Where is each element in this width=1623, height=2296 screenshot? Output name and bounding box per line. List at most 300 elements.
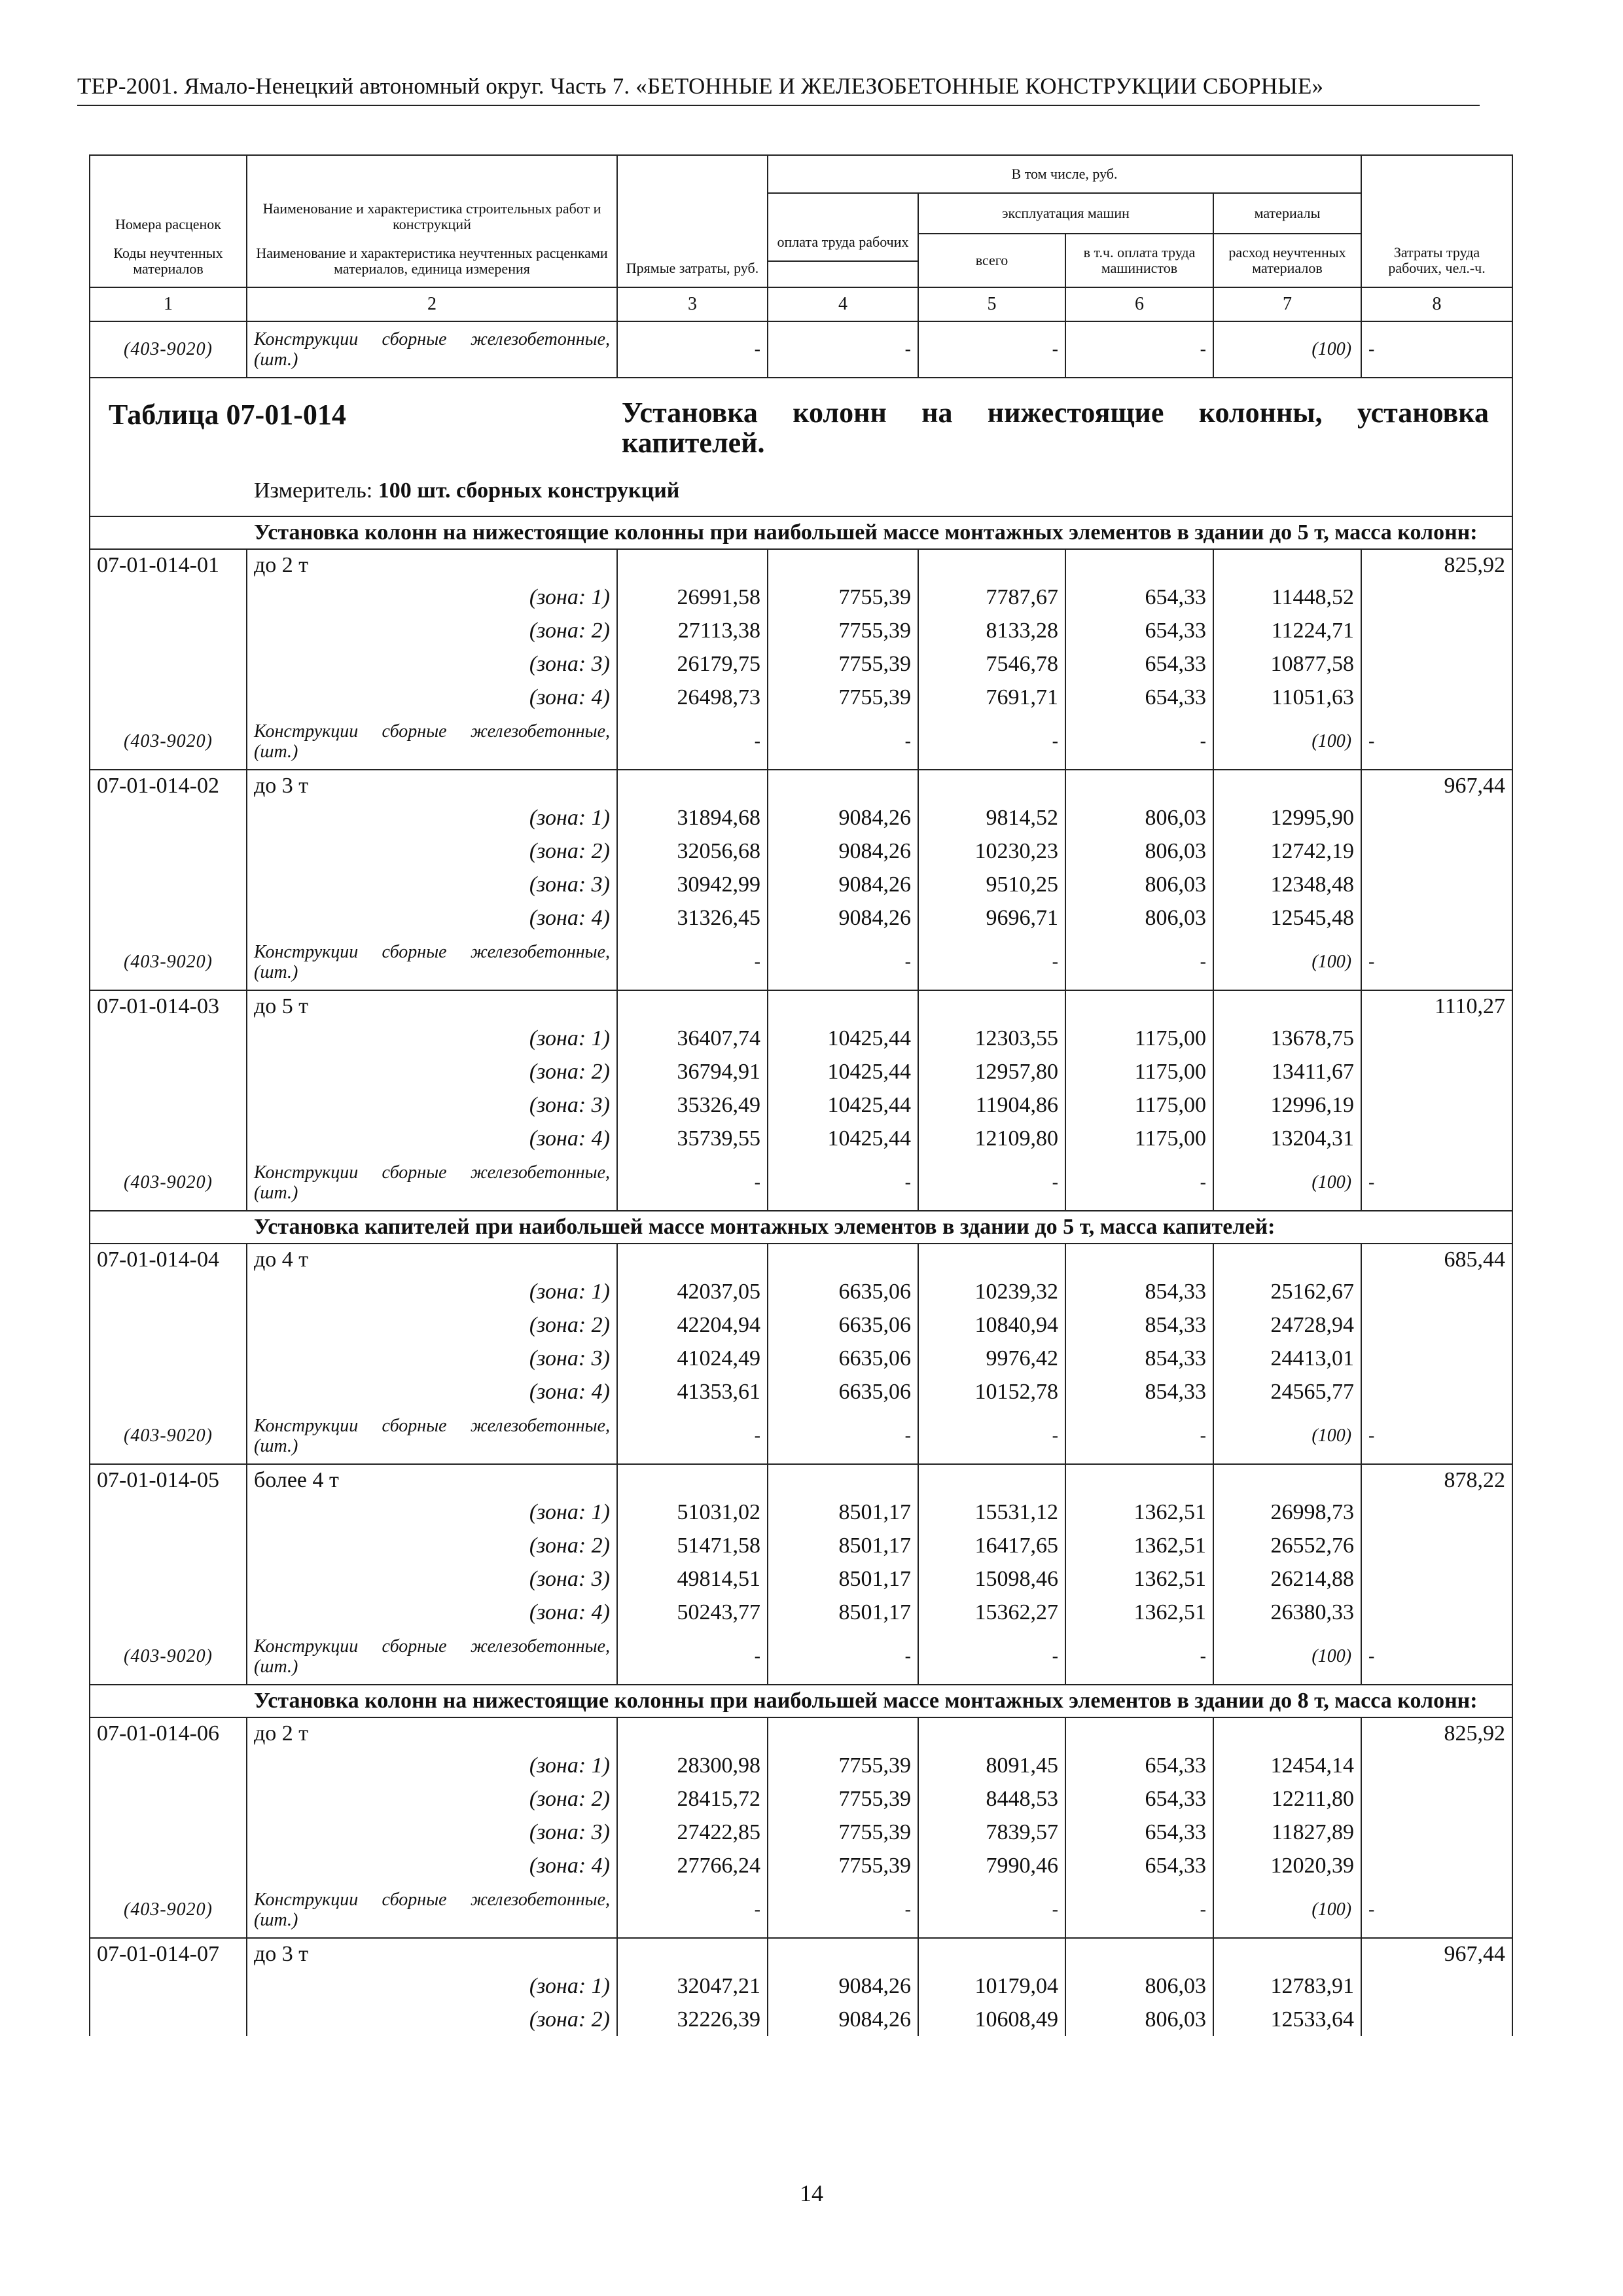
rate-code: 07-01-014-05 [90,1464,247,1496]
price-value: 26498,73 [617,681,768,714]
price-value: 31326,45 [617,901,768,935]
price-value: 806,03 [1065,801,1213,834]
material-name: Конструкции сборные железобетонные, (шт.) [247,935,617,990]
price-value: 854,33 [1065,1308,1213,1342]
empty-cell [90,1562,247,1596]
price-value: 10425,44 [768,1022,918,1055]
material-name: Конструкции сборные железобетонные, (шт.) [247,1155,617,1211]
empty-cell [1065,1464,1213,1496]
material-quantity: (100) [1213,1629,1361,1685]
header-rule [77,105,1480,106]
zone-row [90,1122,1512,1155]
price-value: 7755,39 [768,1749,918,1782]
rate-code: 07-01-014-03 [90,990,247,1022]
price-value: 11904,86 [918,1088,1065,1122]
price-value: 10425,44 [768,1088,918,1122]
price-value: 806,03 [1065,834,1213,868]
empty-cell [617,1244,768,1275]
price-value: 9084,26 [768,801,918,834]
empty-cell [90,681,247,714]
material-dash: - [768,321,918,378]
price-value: 9084,26 [768,1969,918,2003]
price-value: 10840,94 [918,1308,1065,1342]
price-value: 26380,33 [1213,1596,1361,1629]
zone-label: (зона: 3) [247,1562,617,1596]
zone-label: (зона: 2) [247,1782,617,1816]
empty-cell [1361,1022,1512,1055]
zone-row [90,1782,1512,1816]
price-value: 854,33 [1065,1275,1213,1308]
zone-row [90,1496,1512,1529]
empty-cell [90,1816,247,1849]
empty-cell [1213,549,1361,581]
material-dash: - [1361,1408,1512,1464]
price-value: 10179,04 [918,1969,1065,2003]
price-value: 35326,49 [617,1088,768,1122]
empty-cell [90,1529,247,1562]
price-value: 10152,78 [918,1375,1065,1408]
rate-code: 07-01-014-06 [90,1717,247,1749]
material-quantity: (100) [1213,1408,1361,1464]
table-title-block [90,378,1512,516]
empty-cell [768,1244,918,1275]
table-title-row [90,378,1512,516]
rate-code: 07-01-014-01 [90,549,247,581]
material-row [90,935,1512,990]
empty-cell [90,1782,247,1816]
zone-label: (зона: 3) [247,868,617,901]
column-numbers-row [90,287,1512,321]
zone-label: (зона: 2) [247,1529,617,1562]
empty-cell [1065,990,1213,1022]
item-row [90,1717,1512,1749]
zone-label: (зона: 2) [247,2003,617,2036]
item-name: до 5 т [247,990,617,1022]
empty-cell [1361,1816,1512,1849]
price-value: 654,33 [1065,1816,1213,1849]
zone-row [90,1055,1512,1088]
price-value: 806,03 [1065,1969,1213,2003]
labor-cost: 825,92 [1361,549,1512,581]
zone-label: (зона: 1) [247,1496,617,1529]
material-code: (403-9020) [90,321,247,378]
price-value: 854,33 [1065,1342,1213,1375]
price-value: 12454,14 [1213,1749,1361,1782]
zone-label: (зона: 2) [247,1308,617,1342]
column-number: 6 [1065,287,1213,321]
price-value: 12957,80 [918,1055,1065,1088]
material-dash: - [918,1882,1065,1938]
item-name: до 3 т [247,1938,617,1969]
item-row [90,1244,1512,1275]
price-value: 8501,17 [768,1562,918,1596]
zone-label: (зона: 3) [247,1088,617,1122]
empty-cell [1361,1529,1512,1562]
zone-row [90,1308,1512,1342]
price-value: 28415,72 [617,1782,768,1816]
empty-cell [1213,1244,1361,1275]
empty-cell [918,1464,1065,1496]
material-quantity: (100) [1213,1882,1361,1938]
price-value: 806,03 [1065,901,1213,935]
price-value: 7755,39 [768,581,918,614]
zone-row [90,1342,1512,1375]
empty-cell [1361,1782,1512,1816]
material-code: (403-9020) [90,1629,247,1685]
price-value: 7755,39 [768,1849,918,1882]
empty-cell [1065,1244,1213,1275]
empty-cell [617,549,768,581]
material-dash: - [1065,1155,1213,1211]
material-code: (403-9020) [90,1882,247,1938]
labor-cost: 967,44 [1361,770,1512,801]
column-number: 5 [918,287,1065,321]
price-value: 41024,49 [617,1342,768,1375]
price-value: 8133,28 [918,614,1065,647]
empty-cell [90,1969,247,2003]
material-row [90,321,1512,378]
empty-cell [1065,1938,1213,1969]
empty-cell [1361,1849,1512,1882]
price-value: 654,33 [1065,681,1213,714]
price-value: 26214,88 [1213,1562,1361,1596]
section-heading: Установка колонн на нижестоящие колонны при наибольшей массе монтажных элементов в здании до 5 т, масса колонн: [90,516,1512,549]
empty-cell [918,770,1065,801]
table-id: Таблица 07-01-014 [109,399,346,431]
empty-cell [1361,681,1512,714]
zone-label: (зона: 4) [247,1375,617,1408]
empty-cell [617,990,768,1022]
price-value: 10608,49 [918,2003,1065,2036]
material-dash: - [1361,1629,1512,1685]
price-value: 12303,55 [918,1022,1065,1055]
empty-cell [1361,834,1512,868]
zone-label: (зона: 1) [247,1749,617,1782]
material-dash: - [918,714,1065,770]
price-value: 27113,38 [617,614,768,647]
empty-cell [1213,990,1361,1022]
empty-cell [1213,1717,1361,1749]
price-value: 13411,67 [1213,1055,1361,1088]
price-value: 13204,31 [1213,1122,1361,1155]
empty-cell [90,1342,247,1375]
price-value: 7546,78 [918,647,1065,681]
material-name: Конструкции сборные железобетонные, (шт.) [247,714,617,770]
price-value: 27422,85 [617,1816,768,1849]
empty-cell [918,1244,1065,1275]
price-value: 1362,51 [1065,1496,1213,1529]
zone-row [90,1022,1512,1055]
zone-row [90,1375,1512,1408]
price-value: 35739,55 [617,1122,768,1155]
price-value: 31894,68 [617,801,768,834]
price-value: 15362,27 [918,1596,1065,1629]
price-value: 49814,51 [617,1562,768,1596]
price-value: 7691,71 [918,681,1065,714]
material-row [90,1155,1512,1211]
empty-cell [90,1122,247,1155]
empty-cell [90,1275,247,1308]
rate-code: 07-01-014-02 [90,770,247,801]
empty-cell [90,834,247,868]
price-value: 12783,91 [1213,1969,1361,2003]
material-code: (403-9020) [90,1155,247,1211]
zone-row [90,1529,1512,1562]
material-dash: - [1065,1882,1213,1938]
price-value: 12996,19 [1213,1088,1361,1122]
zone-row [90,1816,1512,1849]
header-col4: оплата труда рабочих [768,193,918,261]
price-value: 1362,51 [1065,1562,1213,1596]
empty-cell [768,770,918,801]
material-quantity: (100) [1213,321,1361,378]
price-value: 654,33 [1065,1782,1213,1816]
material-name: Конструкции сборные железобетонные, (шт.) [247,1882,617,1938]
zone-label: (зона: 2) [247,614,617,647]
empty-cell [1361,581,1512,614]
empty-cell [1213,1938,1361,1969]
material-code: (403-9020) [90,714,247,770]
empty-cell [768,1717,918,1749]
material-dash: - [617,935,768,990]
price-value: 6635,06 [768,1275,918,1308]
measurement-unit [254,478,679,503]
zone-row [90,1562,1512,1596]
empty-cell [1361,1122,1512,1155]
empty-cell [1361,614,1512,647]
material-dash: - [1361,1882,1512,1938]
empty-cell [617,770,768,801]
empty-cell [1361,647,1512,681]
zone-label: (зона: 2) [247,1055,617,1088]
price-value: 9084,26 [768,834,918,868]
empty-cell [90,1088,247,1122]
empty-cell [1361,1342,1512,1375]
material-dash: - [918,935,1065,990]
empty-cell [918,990,1065,1022]
empty-cell [90,2003,247,2036]
price-value: 8501,17 [768,1529,918,1562]
material-quantity: (100) [1213,935,1361,990]
item-name: до 2 т [247,1717,617,1749]
price-value: 10425,44 [768,1122,918,1155]
price-value: 1175,00 [1065,1088,1213,1122]
header-col2-top: Наименование и характеристика строительных работ и конструкций [247,155,617,235]
price-value: 6635,06 [768,1375,918,1408]
empty-cell [1361,1562,1512,1596]
price-value: 654,33 [1065,647,1213,681]
material-dash: - [768,1882,918,1938]
price-value: 654,33 [1065,581,1213,614]
material-dash: - [1361,321,1512,378]
header-col6: в т.ч. оплата труда машинистов [1065,234,1213,287]
price-value: 11224,71 [1213,614,1361,647]
zone-label: (зона: 1) [247,581,617,614]
material-dash: - [768,935,918,990]
price-value: 11827,89 [1213,1816,1361,1849]
header-col1-top: Номера расценок [90,155,247,235]
empty-cell [1361,1275,1512,1308]
header-group: В том числе, руб. [768,155,1361,193]
zone-row [90,1596,1512,1629]
zone-row [90,901,1512,935]
empty-cell [1361,1055,1512,1088]
material-dash: - [918,1629,1065,1685]
price-value: 12348,48 [1213,868,1361,901]
material-dash: - [768,1155,918,1211]
header-machines: эксплуатация машин [918,193,1213,234]
material-name: Конструкции сборные железобетонные, (шт.) [247,1629,617,1685]
price-value: 26179,75 [617,647,768,681]
header-col7: расход неучтенных материалов [1213,234,1361,287]
empty-cell [1361,1969,1512,2003]
price-value: 6635,06 [768,1308,918,1342]
item-name: до 2 т [247,549,617,581]
material-dash: - [1065,1629,1213,1685]
price-value: 7755,39 [768,1782,918,1816]
price-value: 9084,26 [768,901,918,935]
empty-cell [1361,2003,1512,2036]
material-dash: - [617,321,768,378]
empty-cell [90,647,247,681]
column-number: 7 [1213,287,1361,321]
price-value: 1362,51 [1065,1596,1213,1629]
price-value: 12545,48 [1213,901,1361,935]
price-value: 32047,21 [617,1969,768,2003]
empty-cell [1065,770,1213,801]
empty-cell [90,801,247,834]
column-number: 4 [768,287,918,321]
price-value: 28300,98 [617,1749,768,1782]
empty-cell [1361,1088,1512,1122]
empty-cell [90,1055,247,1088]
price-value: 12995,90 [1213,801,1361,834]
zone-label: (зона: 3) [247,1342,617,1375]
running-header: ТЕР-2001. Ямало-Ненецкий автономный округ. Часть 7. «БЕТОННЫЕ И ЖЕЛЕЗОБЕТОННЫЕ КОНСТРУКЦИИ СБОРНЫЕ» [77,73,1324,99]
material-quantity: (100) [1213,714,1361,770]
price-value: 1175,00 [1065,1055,1213,1088]
material-dash: - [768,1629,918,1685]
price-value: 8448,53 [918,1782,1065,1816]
price-value: 6635,06 [768,1342,918,1375]
price-value: 36794,91 [617,1055,768,1088]
price-value: 32056,68 [617,834,768,868]
price-value: 8501,17 [768,1496,918,1529]
price-value: 654,33 [1065,1749,1213,1782]
price-value: 26552,76 [1213,1529,1361,1562]
zone-row [90,868,1512,901]
material-dash: - [617,1629,768,1685]
zone-label: (зона: 1) [247,801,617,834]
header-col3: Прямые затраты, руб. [617,155,768,287]
empty-cell [1065,1717,1213,1749]
price-value: 8091,45 [918,1749,1065,1782]
zone-row [90,614,1512,647]
material-row [90,1882,1512,1938]
material-dash: - [1065,1408,1213,1464]
price-value: 11051,63 [1213,681,1361,714]
empty-cell [90,1849,247,1882]
material-dash: - [1361,935,1512,990]
empty-cell [768,1464,918,1496]
material-code: (403-9020) [90,1408,247,1464]
price-value: 7839,57 [918,1816,1065,1849]
rate-code: 07-01-014-07 [90,1938,247,1969]
zone-row [90,801,1512,834]
zone-row [90,1969,1512,2003]
price-value: 654,33 [1065,1849,1213,1882]
empty-cell [768,990,918,1022]
rate-code: 07-01-014-04 [90,1244,247,1275]
zone-label: (зона: 1) [247,1022,617,1055]
material-dash: - [1361,714,1512,770]
price-value: 7755,39 [768,647,918,681]
zone-row [90,581,1512,614]
section-heading: Установка капителей при наибольшей массе монтажных элементов в здании до 5 т, масса капителей: [90,1211,1512,1244]
price-value: 12020,39 [1213,1849,1361,1882]
price-value: 9084,26 [768,2003,918,2036]
zone-label: (зона: 4) [247,1849,617,1882]
zone-label: (зона: 1) [247,1275,617,1308]
empty-cell [1361,1308,1512,1342]
price-value: 10877,58 [1213,647,1361,681]
price-value: 16417,65 [918,1529,1065,1562]
price-value: 15098,46 [918,1562,1065,1596]
empty-cell [1361,1496,1512,1529]
price-value: 12742,19 [1213,834,1361,868]
price-value: 51031,02 [617,1496,768,1529]
empty-cell [1065,549,1213,581]
price-value: 9814,52 [918,801,1065,834]
price-value: 12533,64 [1213,2003,1361,2036]
material-dash: - [1361,1155,1512,1211]
price-value: 7755,39 [768,681,918,714]
item-name: до 3 т [247,770,617,801]
material-dash: - [617,1882,768,1938]
material-dash: - [617,714,768,770]
column-number: 3 [617,287,768,321]
zone-row [90,1849,1512,1882]
item-row [90,1464,1512,1496]
price-value: 13678,75 [1213,1022,1361,1055]
material-dash: - [617,1155,768,1211]
material-dash: - [918,1408,1065,1464]
zone-row [90,834,1512,868]
material-dash: - [1065,935,1213,990]
item-row [90,990,1512,1022]
material-name: Конструкции сборные железобетонные, (шт.) [247,1408,617,1464]
zone-label: (зона: 1) [247,1969,617,2003]
empty-cell [90,868,247,901]
empty-cell [617,1717,768,1749]
empty-cell [90,1022,247,1055]
price-value: 806,03 [1065,2003,1213,2036]
material-dash: - [1065,714,1213,770]
empty-cell [90,581,247,614]
price-value: 9976,42 [918,1342,1065,1375]
price-value: 7990,46 [918,1849,1065,1882]
price-value: 9510,25 [918,868,1065,901]
zone-row [90,1749,1512,1782]
price-value: 1175,00 [1065,1022,1213,1055]
price-value: 10239,32 [918,1275,1065,1308]
header-col8: Затраты труда рабочих, чел.-ч. [1361,155,1512,287]
empty-cell [1361,801,1512,834]
price-value: 30942,99 [617,868,768,901]
price-value: 50243,77 [617,1596,768,1629]
price-value: 10425,44 [768,1055,918,1088]
zone-label: (зона: 4) [247,901,617,935]
